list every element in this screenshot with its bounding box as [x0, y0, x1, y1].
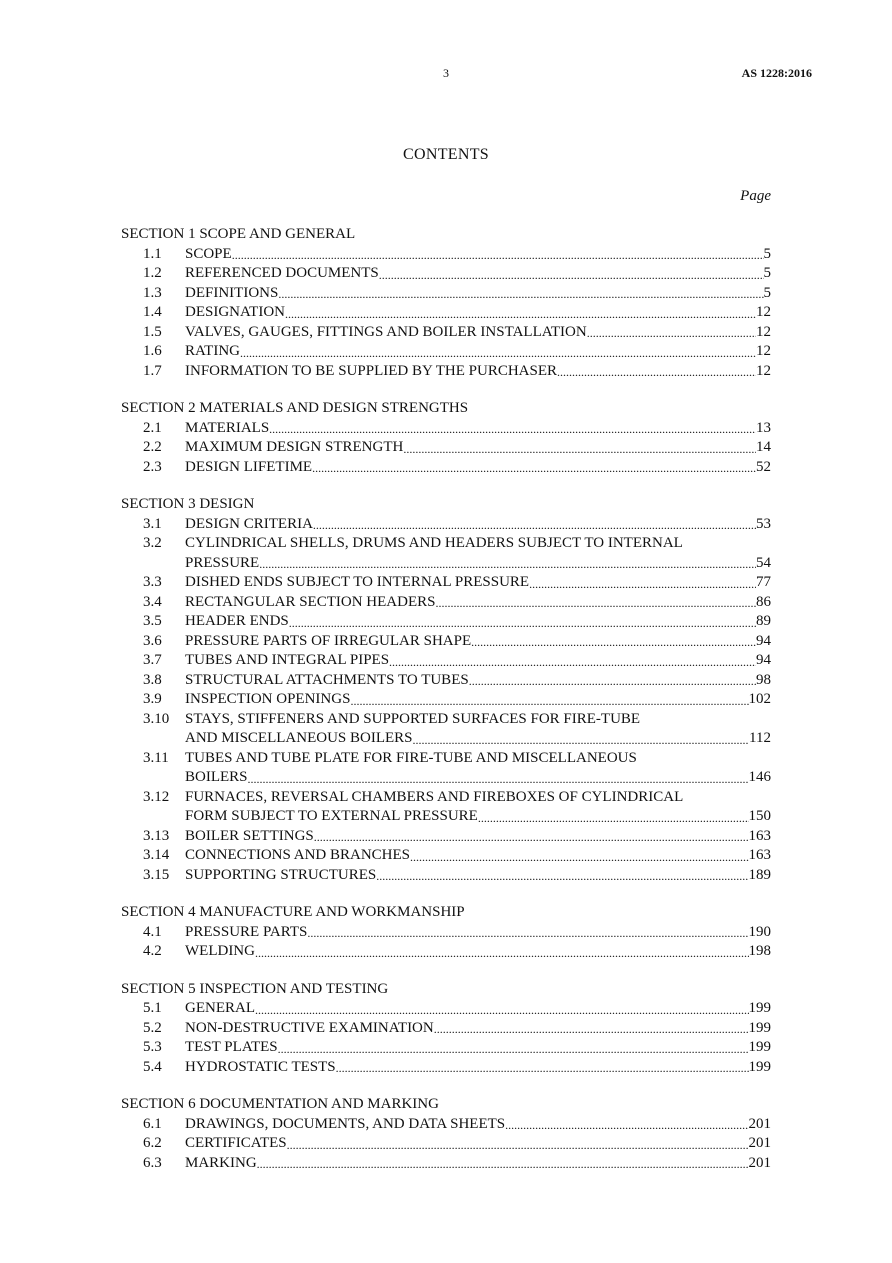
entry-title: BOILER SETTINGS	[185, 827, 314, 844]
entry-title: CONNECTIONS AND BRANCHES	[185, 847, 411, 863]
toc-entry[interactable]	[121, 846, 771, 866]
entry-title: STAYS, STIFFENERS AND SUPPORTED SURFACES FOR FIRE-TUBE	[185, 710, 641, 727]
section-heading: SECTION 4 MANUFACTURE AND WORKMANSHIP	[121, 904, 465, 920]
entry-title: TUBES AND INTEGRAL PIPES	[185, 652, 390, 668]
dot-leader	[255, 946, 749, 962]
entry-number: 5.4	[143, 1058, 162, 1075]
dot-leader	[376, 869, 748, 885]
entry-page-number: 5	[763, 265, 771, 281]
entry-page-number: 12	[756, 343, 771, 359]
dot-leader	[469, 674, 756, 690]
entry-page-number: 190	[748, 923, 771, 940]
toc-entry-continuation[interactable]	[121, 729, 771, 749]
entry-page-number: 12	[756, 304, 771, 320]
entry-title: MARKING	[185, 1154, 257, 1171]
entry-title: DESIGNATION	[185, 304, 285, 320]
entry-number: 5.1	[143, 1000, 162, 1016]
entry-page-number: 94	[756, 652, 771, 668]
toc-entry[interactable]	[121, 1134, 771, 1154]
entry-page-number: 150	[748, 808, 771, 824]
entry-page-number: 52	[756, 458, 771, 475]
entry-number: 1.7	[143, 362, 162, 379]
entry-title: TUBES AND TUBE PLATE FOR FIRE-TUBE AND MISCELLANEOUS	[185, 749, 637, 766]
entry-number: 6.1	[143, 1115, 162, 1132]
entry-title: DISHED ENDS SUBJECT TO INTERNAL PRESSURE	[185, 574, 530, 590]
entry-number: 5.2	[143, 1019, 162, 1036]
dot-leader	[435, 596, 756, 612]
dot-leader	[529, 577, 756, 593]
dot-leader	[314, 830, 749, 846]
dot-leader	[410, 850, 748, 866]
entry-number: 3.13	[143, 827, 170, 844]
entry-number: 3.14	[143, 847, 170, 863]
entry-title: HYDROSTATIC TESTS	[185, 1058, 336, 1075]
toc-entry[interactable]	[121, 438, 771, 458]
entry-number: 3.4	[143, 593, 162, 610]
dot-leader	[232, 248, 764, 264]
entry-page-number: 198	[748, 943, 771, 959]
section-spacer	[121, 962, 771, 980]
dot-leader	[259, 557, 756, 573]
entry-number: 6.3	[143, 1154, 162, 1171]
entry-number: 2.2	[143, 439, 162, 455]
page-number: 3	[443, 66, 449, 80]
entry-number: 1.5	[143, 323, 162, 340]
section-spacer	[121, 885, 771, 903]
table-of-contents	[121, 225, 771, 1173]
entry-number: 3.8	[143, 671, 162, 688]
dot-leader	[269, 422, 756, 438]
toc-entry[interactable]	[121, 651, 771, 671]
entry-page-number: 102	[748, 691, 771, 707]
entry-title: DESIGN LIFETIME	[185, 458, 313, 475]
entry-title: CYLINDRICAL SHELLS, DRUMS AND HEADERS SUBJECT TO INTERNAL	[185, 535, 683, 551]
toc-entry[interactable]	[121, 362, 771, 382]
entry-page-number: 13	[756, 419, 771, 436]
entry-number: 3.3	[143, 574, 162, 590]
section-heading: SECTION 2 MATERIALS AND DESIGN STRENGTHS	[121, 400, 469, 416]
entry-title: INSPECTION OPENINGS	[185, 691, 351, 707]
entry-title: NON-DESTRUCTIVE EXAMINATION	[185, 1019, 434, 1036]
toc-entry[interactable]	[121, 245, 771, 265]
section-spacer	[121, 381, 771, 399]
entry-number: 1.3	[143, 284, 162, 301]
dot-leader	[289, 616, 756, 632]
dot-leader	[557, 365, 756, 381]
entry-title: RATING	[185, 343, 240, 359]
entry-page-number: 86	[756, 593, 771, 610]
entry-number: 3.2	[143, 535, 162, 551]
dot-leader	[403, 442, 756, 458]
dot-leader	[278, 287, 763, 303]
dot-leader	[240, 346, 756, 362]
entry-title: GENERAL	[185, 1000, 255, 1016]
entry-page-number: 94	[756, 632, 771, 649]
entry-title-continuation: FORM SUBJECT TO EXTERNAL PRESSURE	[185, 808, 478, 824]
dot-leader	[313, 518, 756, 534]
page-column-label: Page	[740, 188, 771, 204]
toc-entry[interactable]	[121, 1019, 771, 1039]
entry-title: RECTANGULAR SECTION HEADERS	[185, 593, 436, 610]
entry-page-number: 98	[756, 671, 771, 688]
toc-entry[interactable]	[121, 923, 771, 943]
section-heading: SECTION 3 DESIGN	[121, 496, 255, 512]
entry-number: 4.2	[143, 943, 162, 959]
dot-leader	[312, 461, 756, 477]
dot-leader	[287, 1138, 749, 1154]
dot-leader	[413, 733, 750, 749]
toc-entry-continuation[interactable]	[121, 768, 771, 788]
entry-title: HEADER ENDS	[185, 613, 289, 629]
dot-leader	[248, 772, 749, 788]
entry-page-number: 12	[756, 323, 771, 340]
dot-leader	[255, 1003, 749, 1019]
section-heading: SECTION 6 DOCUMENTATION AND MARKING	[121, 1096, 439, 1112]
entry-number: 1.2	[143, 265, 162, 281]
entry-number: 3.12	[143, 788, 170, 805]
entry-page-number: 199	[748, 1058, 771, 1075]
entry-title: DESIGN CRITERIA	[185, 515, 313, 532]
toc-entry[interactable]	[121, 1038, 771, 1058]
toc-entry[interactable]	[121, 710, 771, 730]
entry-title: FURNACES, REVERSAL CHAMBERS AND FIREBOXES OF CYLINDRICAL	[185, 788, 684, 805]
toc-entry[interactable]	[121, 264, 771, 284]
entry-title: VALVES, GAUGES, FITTINGS AND BOILER INSTALLATION	[185, 323, 587, 340]
entry-number: 3.9	[143, 691, 162, 707]
entry-title-continuation: PRESSURE	[185, 554, 260, 571]
dot-leader	[478, 811, 749, 827]
toc-entry[interactable]	[121, 612, 771, 632]
entry-page-number: 199	[748, 1000, 771, 1016]
entry-title-continuation: AND MISCELLANEOUS BOILERS	[185, 730, 413, 746]
dot-leader	[505, 1118, 748, 1134]
toc-entry-continuation[interactable]	[121, 807, 771, 827]
toc-entry[interactable]	[121, 458, 771, 478]
entry-number: 4.1	[143, 923, 162, 940]
dot-leader	[350, 694, 748, 710]
entry-page-number: 163	[748, 827, 771, 844]
toc-entry[interactable]	[121, 1058, 771, 1078]
entry-page-number: 89	[756, 613, 771, 629]
toc-entry[interactable]	[121, 1115, 771, 1135]
entry-number: 3.15	[143, 866, 170, 883]
entry-title: SUPPORTING STRUCTURES	[185, 866, 377, 883]
entry-number: 3.11	[143, 749, 169, 766]
entry-page-number: 201	[748, 1154, 771, 1171]
entry-page-number: 201	[748, 1115, 771, 1132]
entry-number: 5.3	[143, 1039, 162, 1055]
dot-leader	[471, 635, 756, 651]
entry-page-number: 53	[756, 515, 771, 532]
toc-entry[interactable]	[121, 866, 771, 886]
toc-entry[interactable]	[121, 284, 771, 304]
dot-leader	[307, 926, 748, 942]
toc-entry[interactable]	[121, 534, 771, 554]
toc-entry[interactable]	[121, 1154, 771, 1174]
entry-page-number: 163	[748, 847, 771, 863]
entry-page-number: 199	[748, 1039, 771, 1055]
entry-number: 3.1	[143, 515, 162, 532]
dot-leader	[379, 268, 764, 284]
entry-page-number: 14	[756, 439, 771, 455]
entry-title: MAXIMUM DESIGN STRENGTH	[185, 439, 404, 455]
toc-entry[interactable]	[121, 999, 771, 1019]
entry-page-number: 146	[748, 769, 771, 785]
toc-entry[interactable]	[121, 690, 771, 710]
entry-number: 2.1	[143, 419, 162, 436]
toc-entry[interactable]	[121, 827, 771, 847]
dot-leader	[257, 1157, 749, 1173]
toc-entry[interactable]	[121, 573, 771, 593]
entry-number: 1.6	[143, 343, 162, 359]
entry-title: PRESSURE PARTS	[185, 923, 308, 940]
entry-page-number: 201	[748, 1135, 771, 1151]
entry-title: MATERIALS	[185, 419, 270, 436]
entry-number: 6.2	[143, 1135, 162, 1151]
dot-leader	[389, 655, 756, 671]
page-title: CONTENTS	[403, 146, 489, 163]
toc-entry[interactable]	[121, 593, 771, 613]
entry-title: REFERENCED DOCUMENTS	[185, 265, 379, 281]
toc-entry[interactable]	[121, 632, 771, 652]
toc-entry[interactable]	[121, 419, 771, 439]
toc-entry[interactable]	[121, 671, 771, 691]
section-heading: SECTION 1 SCOPE AND GENERAL	[121, 226, 356, 242]
entry-number: 3.6	[143, 632, 162, 649]
entry-page-number: 199	[748, 1019, 771, 1036]
section-heading: SECTION 5 INSPECTION AND TESTING	[121, 980, 389, 997]
toc-entry[interactable]	[121, 303, 771, 323]
toc-entry[interactable]	[121, 323, 771, 343]
dot-leader	[285, 307, 756, 323]
dot-leader	[278, 1042, 749, 1058]
entry-title: PRESSURE PARTS OF IRREGULAR SHAPE	[185, 632, 472, 649]
entry-page-number: 189	[748, 866, 771, 883]
dot-leader	[587, 326, 756, 342]
entry-title: DRAWINGS, DOCUMENTS, AND DATA SHEETS	[185, 1115, 506, 1132]
toc-entry[interactable]	[121, 942, 771, 962]
entry-number: 1.1	[143, 245, 162, 262]
entry-title: DEFINITIONS	[185, 284, 279, 301]
entry-page-number: 12	[756, 362, 771, 379]
entry-title-continuation: BOILERS	[185, 769, 248, 785]
entry-number: 3.5	[143, 613, 162, 629]
entry-page-number: 54	[756, 554, 771, 571]
entry-page-number: 77	[756, 574, 771, 590]
toc-entry-continuation[interactable]	[121, 554, 771, 574]
entry-title: CERTIFICATES	[185, 1135, 287, 1151]
section-spacer	[121, 1077, 771, 1095]
section-spacer	[121, 477, 771, 495]
dot-leader	[434, 1022, 749, 1038]
entry-page-number: 5	[763, 284, 771, 301]
toc-entry[interactable]	[121, 515, 771, 535]
entry-number: 3.7	[143, 652, 162, 668]
entry-title: STRUCTURAL ATTACHMENTS TO TUBES	[185, 671, 469, 688]
toc-entry[interactable]	[121, 342, 771, 362]
entry-number: 3.10	[143, 710, 170, 727]
dot-leader	[336, 1061, 749, 1077]
entry-title: WELDING	[185, 943, 255, 959]
entry-title: SCOPE	[185, 245, 232, 262]
entry-title: INFORMATION TO BE SUPPLIED BY THE PURCHASER	[185, 362, 557, 379]
standard-number: AS 1228:2016	[741, 66, 812, 80]
toc-entry[interactable]	[121, 788, 771, 808]
entry-page-number: 112	[749, 730, 771, 746]
toc-entry[interactable]	[121, 749, 771, 769]
entry-page-number: 5	[763, 245, 771, 262]
entry-number: 1.4	[143, 304, 162, 320]
entry-number: 2.3	[143, 458, 162, 475]
entry-title: TEST PLATES	[185, 1039, 278, 1055]
